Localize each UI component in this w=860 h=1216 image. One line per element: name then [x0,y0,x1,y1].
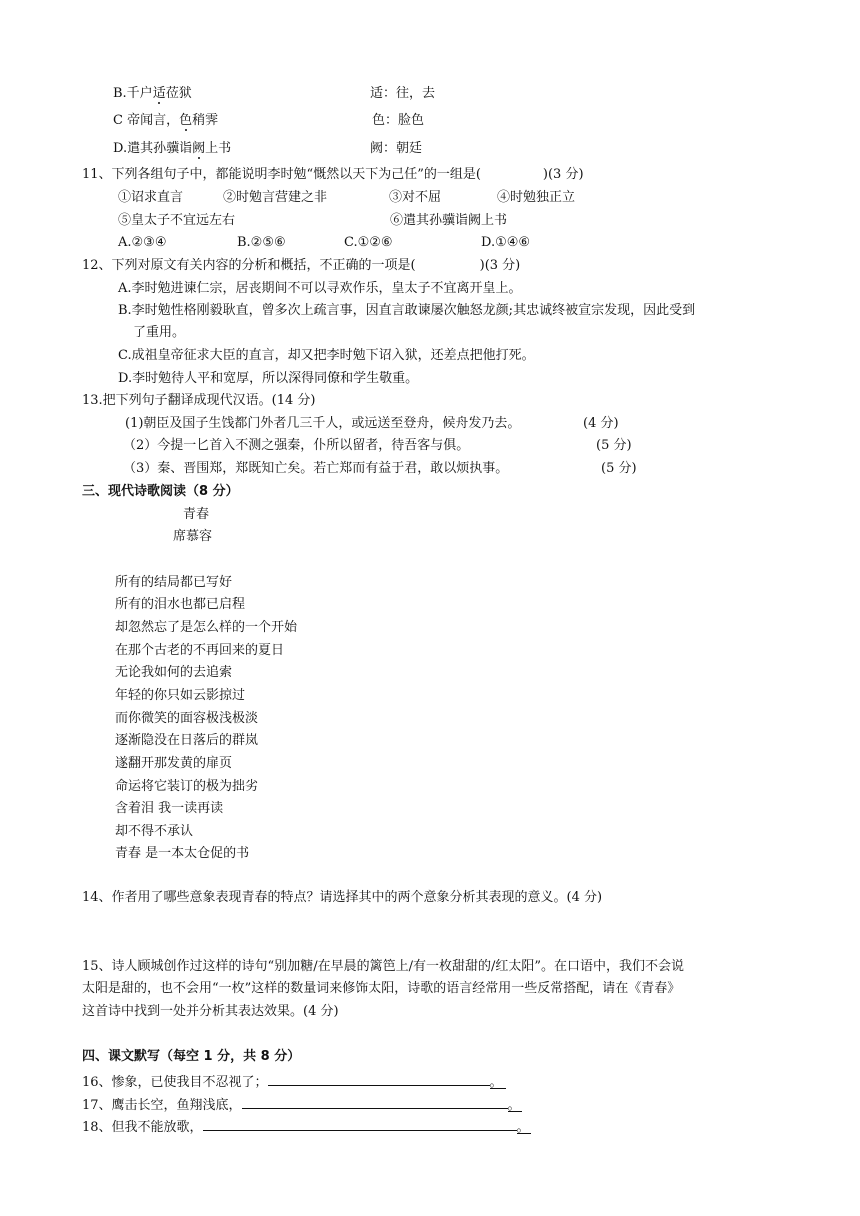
q13-stem: 13.把下列句子翻译成现代汉语。(14 分) [82,393,316,408]
q18-end-mark: 。 [516,1120,530,1135]
emphasis-dot-char: 色 [179,113,193,128]
q12-option-b: B.李时勉性格刚毅耿直，曾多次上疏言事，因直言敢谏屡次触怒龙颜;其忠诚终被宣宗发现，因此受到 [118,303,696,318]
q11-item: ④时勉独正立 [497,190,576,205]
q18-answer-blank[interactable] [203,1116,517,1131]
emphasis-dot-char: 阙 [192,141,206,156]
q12-stem: 12、下列对原文有关内容的分析和概括，不正确的一项是( )(3 分) [82,258,521,273]
q13-score-2: (5 分) [596,438,632,453]
q14-question: 14、作者用了哪些意象表现青春的特点？请选择其中的两个意象分析其表现的意义。(4 分) [82,890,603,905]
section-4-heading: 四、课文默写（每空 1 分，共 8 分） [82,1049,301,1064]
poem-line: 却不得不承认 [115,824,194,839]
q11-choice-b: B.②⑤⑥ [237,235,286,250]
q12-option-d: D.李时勉待人平和宽厚，所以深得同僚和学生敬重。 [118,371,419,386]
q11-item: ①诏求直言 [118,190,184,205]
q13-score-3: (5 分) [601,461,637,476]
q13-sentence-1: (1)朝臣及国子生饯都门外者几三千人，或远送至登舟，候舟发乃去。 [125,416,521,431]
q10-option-c: C 帝闻言，色稍霁 [113,113,219,128]
poem-line: 所有的结局都已写好 [115,575,233,590]
poem-line: 含着泪 我一读再读 [115,801,224,816]
q10-gloss-c: 色：脸色 [372,113,425,128]
q16-line: 16、惨象，已使我目不忍视了； 。 [82,1071,506,1092]
q16-answer-blank[interactable] [268,1071,490,1086]
poem-author: 席慕容 [173,529,213,544]
poem-line: 遂翻开那发黄的扉页 [115,756,233,771]
poem-line: 命运将它装订的极为拙劣 [115,779,259,794]
poem-line: 所有的泪水也都已启程 [115,597,246,612]
poem-line: 年轻的你只如云影掠过 [115,688,246,703]
emphasis-dot-char: 适 [152,86,166,101]
q15-line-1: 15、诗人顾城创作过这样的诗句“别加糖/在早晨的篱笆上/有一枚甜甜的/红太阳”。在口语中，我们不会说 [82,959,684,974]
q13-score-1: (4 分) [583,416,619,431]
q12-option-c: C.成祖皇帝征求大臣的直言，却又把李时勉下诏入狱，还差点把他打死。 [118,348,535,363]
q18-line: 18、但我不能放歌， 。 [82,1116,531,1137]
poem-title: 青春 [183,507,210,522]
q11-item: ⑥遣其孙骥诣阙上书 [390,213,508,228]
q10-gloss-d: 阙：朝廷 [370,141,423,156]
q13-sentence-3: （3）秦、晋围郑，郑既知亡矣。若亡郑而有益于君，敢以烦执事。 [123,461,509,476]
q12-option-b-cont: 了重用。 [133,325,186,340]
q11-item: ②时勉言营建之非 [223,190,328,205]
q11-item: ⑤皇太子不宜远左右 [118,213,236,228]
q17-end-mark: 。 [507,1098,521,1113]
poem-line: 无论我如何的去追索 [115,665,233,680]
q11-choice-a: A.②③④ [118,235,167,250]
q12-option-a: A.李时勉进谏仁宗，居丧期间不可以寻欢作乐，皇太子不宜离开皇上。 [118,281,522,296]
q10-option-b: B.千户适莅狱 [113,86,192,101]
section-3-heading: 三、现代诗歌阅读（8 分） [82,484,239,499]
poem-line: 却忽然忘了是怎么样的一个开始 [115,620,298,635]
q11-choice-d: D.①④⑥ [481,235,531,250]
poem-line: 而你微笑的面容极浅极淡 [115,711,259,726]
q11-choice-c: C.①②⑥ [344,235,393,250]
q16-end-mark: 。 [490,1074,506,1089]
q11-stem: 11、下列各组句子中，都能说明李时勉“慨然以天下为己任”的一组是( )(3 分) [82,167,584,182]
q11-item: ③对不屈 [389,190,442,205]
q10-gloss-b: 适：往，去 [370,86,436,101]
q10-option-d: D.遣其孙骥诣阙上书 [113,141,232,156]
q13-sentence-2: （2）今提一匕首入不测之强秦，仆所以留者，待吾客与俱。 [123,438,470,453]
poem-line: 在那个古老的不再回来的夏日 [115,643,285,658]
poem-line: 青春 是一本太仓促的书 [115,846,250,861]
q15-line-3: 这首诗中找到一处并分析其表达效果。(4 分) [82,1004,339,1019]
q15-line-2: 太阳是甜的，也不会用“一枚”这样的数量词来修饰太阳，诗歌的语言经常用一些反常搭配，请在《青春》 [82,981,681,996]
poem-line: 逐渐隐没在日落后的群岚 [115,733,259,748]
q17-line: 17、鹰击长空，鱼翔浅底， 。 [82,1094,522,1115]
q17-answer-blank[interactable] [242,1094,508,1109]
